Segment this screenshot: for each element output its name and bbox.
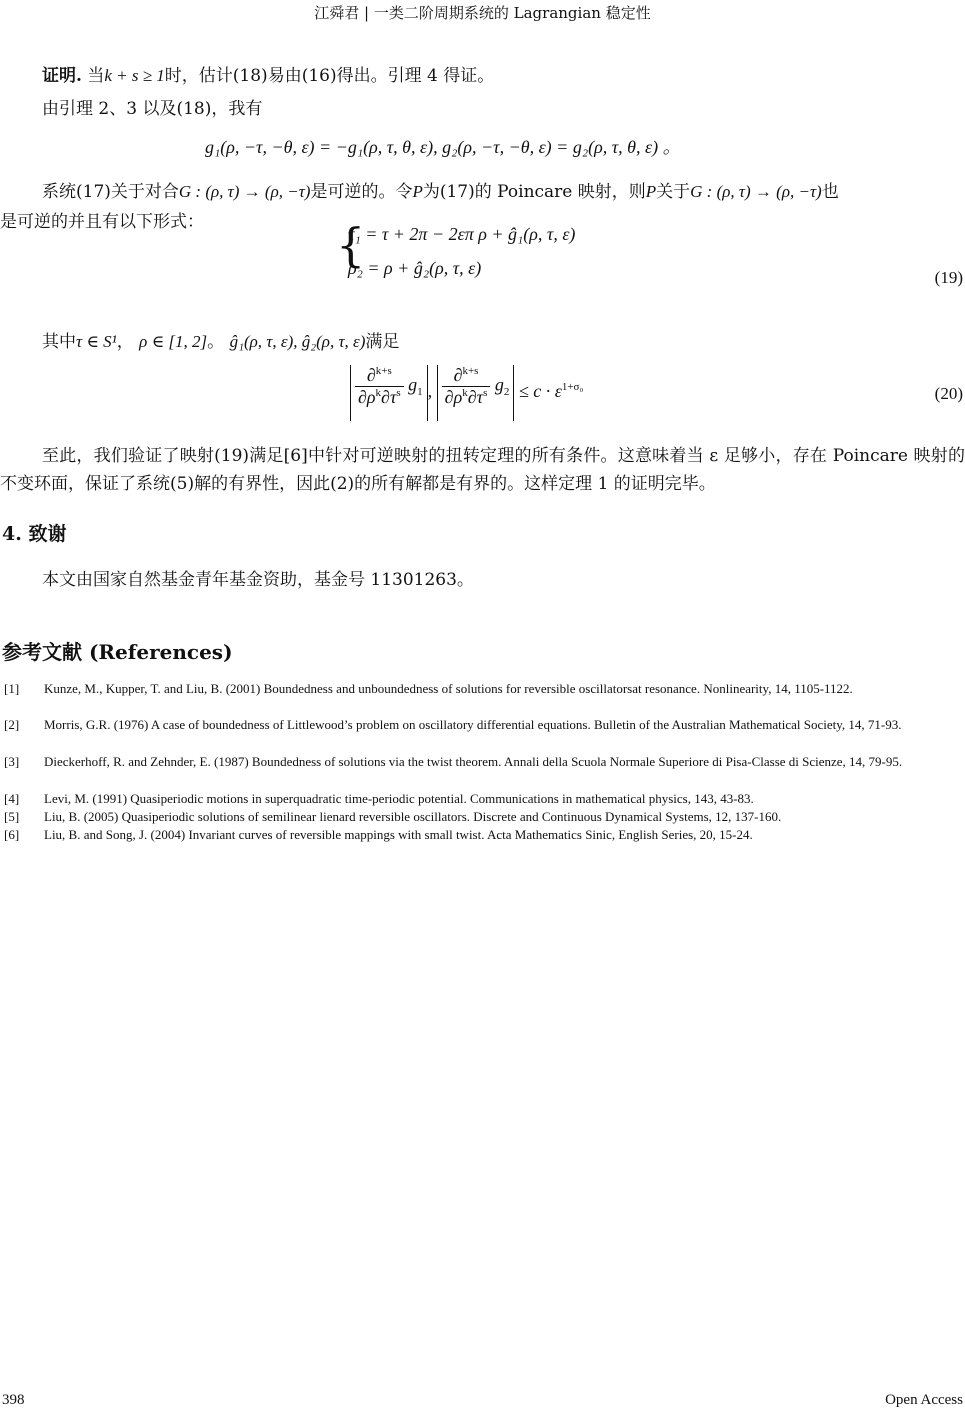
ref-num: [3] bbox=[4, 754, 20, 769]
where-math1: τ ∈ S¹ bbox=[76, 332, 117, 351]
where-math2: ρ ∈ [1, 2] bbox=[139, 332, 208, 351]
where-pre: 其中 bbox=[42, 332, 76, 352]
sys-math-a: G : (ρ, τ) → (ρ, −τ) bbox=[178, 182, 311, 201]
where-line bbox=[0, 328, 965, 356]
ref-num: [2] bbox=[4, 717, 20, 732]
proof-line bbox=[0, 62, 965, 90]
reference-item bbox=[4, 826, 962, 843]
section-heading-ack: 4. 致谢 bbox=[2, 523, 67, 545]
system-line bbox=[0, 178, 965, 206]
ref-text: Levi, M. (1991) Quasiperiodic motions in superquadratic time-periodic potential. Communications in mathematical physics, 143, 43-83. bbox=[44, 791, 754, 806]
sys-math-c: P bbox=[645, 182, 657, 201]
eq20-rhs: ≤ c · ε bbox=[518, 381, 562, 402]
sys-math-b: P bbox=[412, 182, 423, 201]
page-number: 398 bbox=[2, 1392, 25, 1408]
ref-num: [1] bbox=[4, 681, 20, 696]
eq20-exponent: 1+σ₀ bbox=[561, 381, 584, 394]
proof-label: 证明. bbox=[42, 66, 82, 86]
ref-text: Liu, B. and Song, J. (2004) Invariant curves of reversible mappings with small twist. Acta Mathematics Sinic, English Series, 20, 15-24. bbox=[44, 827, 753, 842]
ref-text: Morris, G.R. (1976) A case of boundedness of Littlewood’s problem on oscillatory differential equations. Bulletin of the Australian Mathematical Society, 14, 71-93. bbox=[44, 717, 902, 732]
proof-text-pre: 当 bbox=[87, 66, 105, 86]
eq19-number: (19) bbox=[934, 268, 963, 287]
sys-text-a: 系统(17)关于对合 bbox=[42, 182, 179, 202]
ack-text: 本文由国家自然基金青年基金资助，基金号 11301263。 bbox=[42, 570, 474, 590]
ref-num: [5] bbox=[4, 809, 20, 824]
where-sep: ， bbox=[116, 332, 134, 352]
left-brace-icon: { bbox=[336, 218, 366, 272]
sys-text-e: 也 bbox=[821, 182, 839, 202]
reference-item bbox=[4, 680, 962, 697]
reference-item bbox=[4, 753, 962, 770]
proof-math: k + s ≥ 1 bbox=[104, 66, 165, 85]
ref-text: Dieckerhoff, R. and Zehnder, E. (1987) Boundedness of solutions via the twist theorem. Annali della Scuola Normale Superiore di Pisa-Classe di Scienze, 14, 79-95. bbox=[44, 754, 903, 769]
ref-text: Kunze, M., Kupper, T. and Liu, B. (2001) Boundedness and unboundedness of solutions for reversible oscillatorsat resonance. Nonlinearity, 14, 1105-1122. bbox=[44, 681, 853, 696]
eq19-line1: τ₁ = τ + 2π − 2επ ρ + ĝ₁(ρ, τ, ε) bbox=[348, 224, 576, 244]
ref-num: [4] bbox=[4, 791, 20, 806]
system-line-2: 是可逆的并且有以下形式： bbox=[0, 212, 204, 232]
eq20: $\frac{\partial^{k+s}}{\partial\rho^k\partial\tau^s}$ $g_1$ , $\frac{\partial^{k+s}}{\partial\rho^k\partial\tau^s}$ $g_2 \le c \cdot \varepsilon^{1+\sigma_0}$ bbox=[350, 365, 583, 421]
where-post: 满足 bbox=[365, 332, 400, 352]
reference-item bbox=[4, 808, 962, 825]
abs-bar-1: $\frac{\partial^{k+s}}{\partial\rho^k\partial\tau^s}$ $g_1$ bbox=[350, 365, 428, 421]
sys-text-b: 是可逆的。令 bbox=[310, 182, 413, 202]
reference-item bbox=[4, 790, 962, 807]
ref-num: [6] bbox=[4, 827, 20, 842]
proof-text-post: 时，估计(18)易由(16)得出。引理 4 得证。 bbox=[164, 66, 495, 86]
reference-item bbox=[4, 716, 962, 733]
ref-text: Liu, B. (2005) Quasiperiodic solutions of semilinear lienard reversible oscillators. Discrete and Continuous Dynamical Systems, 12, 137-160. bbox=[44, 809, 782, 824]
symmetry-equation: g₁(ρ, −τ, −θ, ε) = −g₁(ρ, τ, θ, ε), g₂(ρ, −τ, −θ, ε) = g₂(ρ, τ, θ, ε) 。 bbox=[205, 137, 681, 157]
where-mid: 。 bbox=[207, 332, 225, 352]
sys-text-c: 为(17)的 Poincare 映射，则 bbox=[422, 182, 646, 202]
sys-math-d: G : (ρ, τ) → (ρ, −τ) bbox=[690, 182, 822, 201]
abs-bar-2: $\frac{\partial^{k+s}}{\partial\rho^k\partial\tau^s}$ $g_2$ bbox=[437, 365, 515, 421]
footer-open-access: Open Access bbox=[885, 1392, 963, 1408]
running-header: 江舜君 | 一类二阶周期系统的 Lagrangian 稳定性 bbox=[314, 4, 651, 22]
sys-text-d: 关于 bbox=[656, 182, 691, 202]
eq19-line2: ρ₂ = ρ + ĝ₂(ρ, τ, ε) bbox=[348, 258, 482, 278]
conclusion-paragraph: 至此，我们验证了映射(19)满足[6]中针对可逆映射的扭转定理的所有条件。这意味着当 ε 足够小，存在 Poincare 映射的不变环面，保证了系统(5)解的有界性，因此(2)的所有解都是有界的。这样定理 1 的证明完毕。 bbox=[0, 446, 965, 494]
where-math3: ĝ₁(ρ, τ, ε), ĝ₂(ρ, τ, ε) bbox=[229, 332, 366, 351]
references-heading: 参考文献 (References) bbox=[2, 640, 233, 664]
eq20-number: (20) bbox=[934, 384, 963, 403]
lemma-line: 由引理 2、3 以及(18)，我有 bbox=[42, 99, 263, 119]
